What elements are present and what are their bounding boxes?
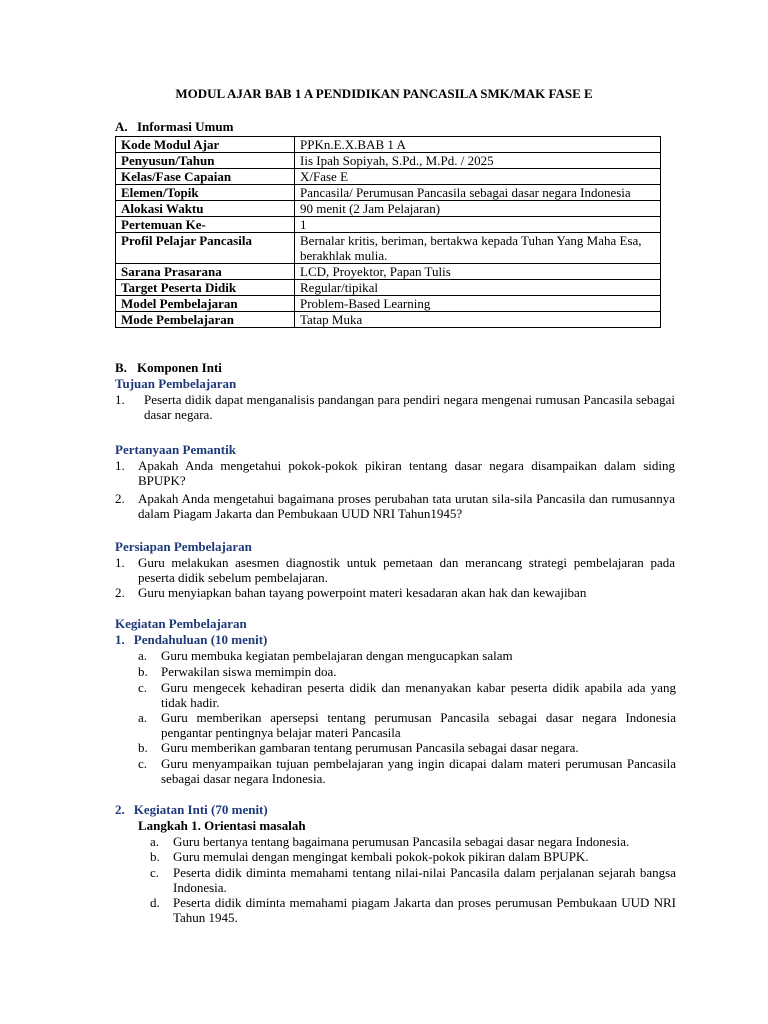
langkah-heading: Langkah 1. Orientasi masalah: [138, 818, 306, 833]
table-key: Target Peserta Didik: [116, 280, 295, 296]
item-text: Guru membuka kegiatan pembelajaran dengan mengucapkan salam: [161, 648, 513, 663]
item-letter: d.: [150, 895, 160, 910]
list-item: [115, 392, 675, 422]
item-text: Guru bertanya tentang bagaimana perumusan Pancasila sebagai dasar negara Indonesia.: [173, 834, 630, 849]
table-row: [116, 185, 661, 201]
item-text: Guru menyiapkan bahan tayang powerpoint materi kesadaran akan hak dan kewajiban: [138, 585, 587, 600]
table-value: Pancasila/ Perumusan Pancasila sebagai dasar negara Indonesia: [295, 185, 661, 201]
pendahuluan-number: 1.: [115, 632, 125, 647]
table-row: [116, 137, 661, 153]
table-value: Bernalar kritis, beriman, bertakwa kepada Tuhan Yang Maha Esa, berakhlak mulia.: [295, 233, 661, 264]
table-value: Iis Ipah Sopiyah, S.Pd., M.Pd. / 2025: [295, 153, 661, 169]
section-a-letter: A.: [115, 119, 128, 134]
item-text: Apakah Anda mengetahui pokok-pokok pikiran tentang dasar negara disampaikan dalam siding BPUPK?: [138, 458, 675, 488]
table-key: Kode Modul Ajar: [116, 137, 295, 153]
list-item: [138, 680, 676, 710]
item-letter: c.: [138, 756, 148, 771]
list-item: [115, 555, 675, 585]
table-value: X/Fase E: [295, 169, 661, 185]
table-key: Sarana Prasarana: [116, 264, 295, 280]
list-item: [150, 865, 676, 895]
list-item: [138, 648, 676, 663]
table-value: 1: [295, 217, 661, 233]
persiapan-heading: Persiapan Pembelajaran: [115, 539, 252, 554]
list-item: [138, 740, 676, 755]
table-key: Kelas/Fase Capaian: [116, 169, 295, 185]
table-value: Problem-Based Learning: [295, 296, 661, 312]
list-item: [138, 664, 676, 679]
inti-heading: [115, 802, 268, 818]
table-row: [116, 217, 661, 233]
inti-number: 2.: [115, 802, 125, 817]
table-row: [116, 233, 661, 264]
item-letter: b.: [138, 664, 148, 679]
item-text: Guru memberikan gambaran tentang perumusan Pancasila sebagai dasar negara.: [161, 740, 579, 755]
table-row: [116, 169, 661, 185]
tujuan-heading: Tujuan Pembelajaran: [115, 376, 237, 391]
item-text: Peserta didik diminta memahami tentang nilai-nilai Pancasila dalam perjalanan sejarah bangsa Indonesia.: [173, 865, 676, 895]
table-key: Elemen/Topik: [116, 185, 295, 201]
table-key: Model Pembelajaran: [116, 296, 295, 312]
list-item: [150, 895, 676, 925]
table-row: [116, 264, 661, 280]
item-number: 1.: [115, 392, 125, 407]
item-number: 2.: [115, 491, 125, 506]
table-row: [116, 296, 661, 312]
item-letter: a.: [138, 710, 148, 725]
item-letter: c.: [138, 680, 148, 695]
item-text: Guru memulai dengan mengingat kembali pokok-pokok pikiran dalam BPUPK.: [173, 849, 589, 864]
section-b-letter: B.: [115, 360, 127, 375]
item-text: Guru menyampaikan tujuan pembelajaran yang ingin dicapai dalam materi perumusan Pancasila sebagai dasar negara Indonesia.: [161, 756, 676, 786]
table-row: [116, 280, 661, 296]
section-a-label: Informasi Umum: [137, 119, 234, 134]
item-letter: b.: [150, 849, 160, 864]
inti-label: Kegiatan Inti (70 menit): [133, 802, 268, 817]
table-row: [116, 201, 661, 217]
table-value: 90 menit (2 Jam Pelajaran): [295, 201, 661, 217]
item-letter: c.: [150, 865, 160, 880]
item-text: Peserta didik diminta memahami piagam Jakarta dan proses perumusan Pembukaan UUD NRI Tahun 1945.: [173, 895, 676, 925]
list-item: [138, 756, 676, 786]
item-text: Peserta didik dapat menganalisis pandangan para pendiri negara mengenai rumusan Pancasila sebagai dasar negara.: [144, 392, 675, 422]
item-text: Guru melakukan asesmen diagnostik untuk pemetaan dan merancang strategi pembelajaran pada peserta didik sebelum pembelajaran.: [138, 555, 675, 585]
pendahuluan-heading: [115, 632, 267, 648]
list-item: [150, 834, 676, 849]
table-row: [116, 153, 661, 169]
section-b-heading: [115, 360, 222, 376]
pemantik-heading: Pertanyaan Pemantik: [115, 442, 236, 457]
item-number: 2.: [115, 585, 125, 600]
table-value: LCD, Proyektor, Papan Tulis: [295, 264, 661, 280]
item-text: Perwakilan siswa memimpin doa.: [161, 664, 337, 679]
kegiatan-heading: Kegiatan Pembelajaran: [115, 616, 247, 631]
list-item: [115, 491, 675, 521]
list-item: [150, 849, 676, 864]
list-item: [115, 585, 675, 600]
table-key: Pertemuan Ke-: [116, 217, 295, 233]
table-value: Tatap Muka: [295, 312, 661, 328]
document-title: MODUL AJAR BAB 1 A PENDIDIKAN PANCASILA SMK/MAK FASE E: [175, 86, 593, 101]
table-row: [116, 312, 661, 328]
pendahuluan-label: Pendahuluan (10 menit): [133, 632, 268, 647]
table-value: Regular/tipikal: [295, 280, 661, 296]
table-key: Mode Pembelajaran: [116, 312, 295, 328]
section-a-heading: [115, 119, 233, 135]
table-key: Profil Pelajar Pancasila: [116, 233, 295, 264]
list-item: [115, 458, 675, 488]
item-text: Guru mengecek kehadiran peserta didik dan menanyakan kabar peserta didik apabila ada yang tidak hadir.: [161, 680, 676, 710]
item-text: Apakah Anda mengetahui bagaimana proses perubahan tata urutan sila-sila Pancasila dan rumusannya dalam Piagam Jakarta dan Pembukaan UUD NRI Tahun1945?: [138, 491, 675, 521]
item-text: Guru memberikan apersepsi tentang perumusan Pancasila sebagai dasar negara Indonesia pengantar pentingnya belajar materi Pancasila: [161, 710, 676, 740]
table-key: Alokasi Waktu: [116, 201, 295, 217]
item-letter: a.: [150, 834, 160, 849]
table-key: Penyusun/Tahun: [116, 153, 295, 169]
table-value: PPKn.E.X.BAB 1 A: [295, 137, 661, 153]
list-item: [138, 710, 676, 740]
item-number: 1.: [115, 555, 125, 570]
section-b-label: Komponen Inti: [137, 360, 222, 375]
item-number: 1.: [115, 458, 125, 473]
info-table: [115, 136, 661, 328]
item-letter: b.: [138, 740, 148, 755]
item-letter: a.: [138, 648, 148, 663]
